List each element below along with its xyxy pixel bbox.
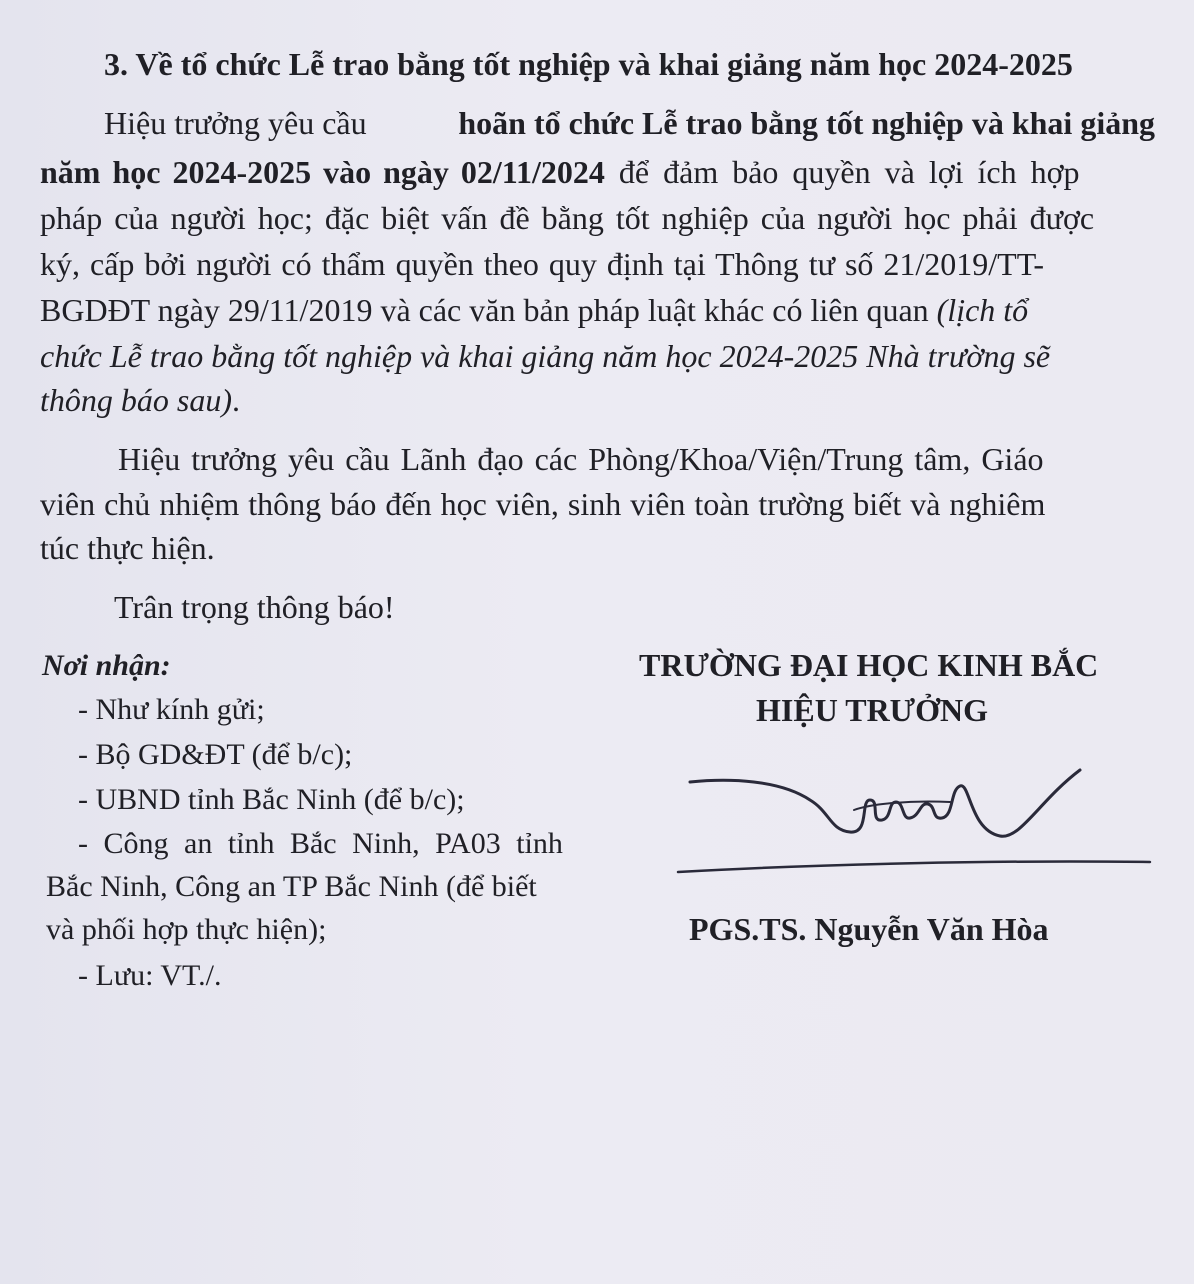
recipient-item-4-line3: và phối hợp thực hiện); — [46, 913, 327, 946]
paragraph1-line7-end: . — [232, 382, 240, 418]
paragraph1-line4: ký, cấp bởi người có thẩm quyền theo quy định tại Thông tư số 21/2019/TT- — [40, 246, 1044, 282]
recipient-item-3: - UBND tỉnh Bắc Ninh (để b/c); — [78, 783, 465, 816]
paragraph1-line6: chức Lễ trao bằng tốt nghiệp và khai giảng năm học 2024-2025 Nhà trường sẽ — [40, 338, 1051, 374]
signatory-organization: TRƯỜNG ĐẠI HỌC KINH BẮC — [639, 647, 1099, 683]
paragraph1-line5-italic: (lịch tổ — [936, 292, 1029, 328]
closing-line: Trân trọng thông báo! — [114, 589, 395, 625]
signatory-name: PGS.TS. Nguyễn Văn Hòa — [689, 911, 1049, 947]
recipient-item-2: - Bộ GD&ĐT (để b/c); — [78, 738, 353, 771]
paragraph1-line1 — [104, 101, 1155, 145]
paragraph1-line7 — [40, 378, 1155, 422]
paragraph1-line1-bold: hoãn tổ chức Lễ trao bằng tốt nghiệp và khai giảng — [458, 105, 1155, 141]
paragraph1-line5 — [40, 288, 1155, 332]
paragraph1-line2-bold: năm học 2024-2025 vào ngày 02/11/2024 — [40, 154, 605, 190]
signatory-position: HIỆU TRƯỞNG — [756, 692, 989, 728]
paragraph1-line2 — [40, 150, 1155, 194]
paragraph1-line1-normal: Hiệu trưởng yêu cầu — [104, 105, 375, 141]
recipient-item-4-line1-text: - Công an tỉnh Bắc Ninh, PA03 tỉnh — [78, 827, 563, 860]
handwritten-signature — [670, 760, 1160, 890]
recipient-item-5: - Lưu: VT./. — [78, 959, 222, 992]
paragraph1-line7-italic: thông báo sau) — [40, 382, 232, 418]
recipients-title: Nơi nhận: — [42, 649, 171, 682]
paragraph1-line2-normal: để đảm bảo quyền và lợi ích hợp — [604, 154, 1080, 190]
paragraph2-line3: túc thực hiện. — [40, 530, 215, 566]
paragraph1-line3: pháp của người học; đặc biệt vấn đề bằng tốt nghiệp của người học phải được — [40, 200, 1095, 236]
paragraph2-line1: Hiệu trưởng yêu cầu Lãnh đạo các Phòng/Khoa/Viện/Trung tâm, Giáo — [118, 441, 1044, 477]
recipient-item-4-line2: Bắc Ninh, Công an TP Bắc Ninh (để biết — [46, 870, 537, 903]
section-heading: 3. Về tổ chức Lễ trao bằng tốt nghiệp và khai giảng năm học 2024-2025 — [104, 46, 1073, 82]
recipient-item-1: - Như kính gửi; — [78, 693, 265, 726]
paragraph2-line2: viên chủ nhiệm thông báo đến học viên, sinh viên toàn trường biết và nghiêm — [40, 486, 1046, 522]
recipient-item-4-line1 — [78, 822, 584, 866]
paragraph1-line5-normal: BGDĐT ngày 29/11/2019 và các văn bản pháp luật khác có liên quan — [40, 292, 937, 328]
